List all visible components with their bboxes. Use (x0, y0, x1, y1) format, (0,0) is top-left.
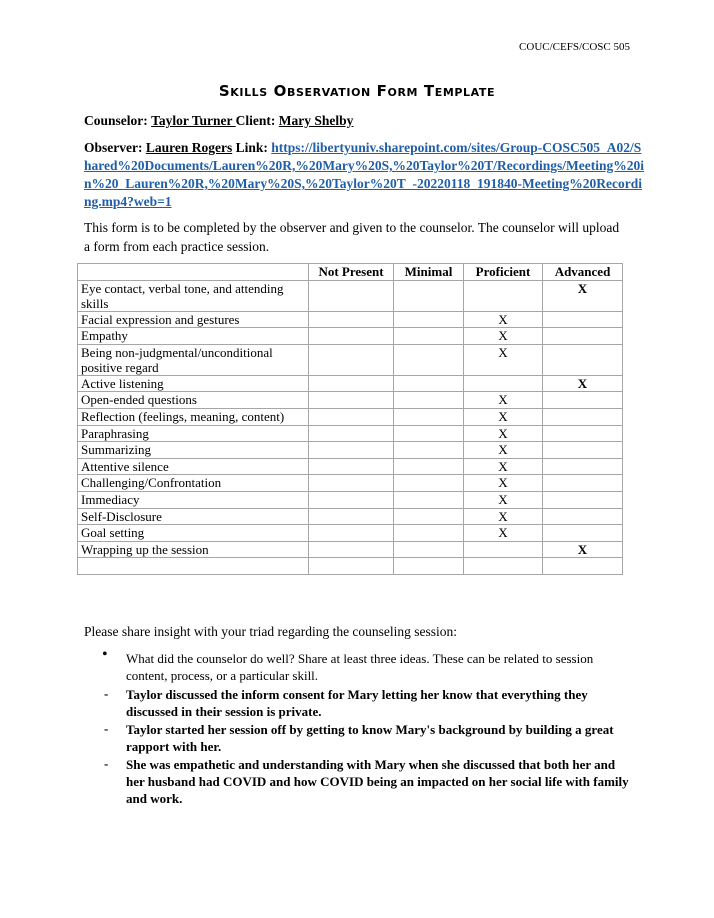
skill-name-cell: Active listening (78, 375, 309, 392)
rating-cell-proficient: X (464, 491, 543, 508)
rating-cell-minimal (394, 425, 464, 442)
table-header-row (78, 264, 623, 281)
rating-cell-not-present (309, 541, 394, 558)
rating-cell-minimal (394, 328, 464, 345)
header-minimal: Minimal (394, 264, 464, 281)
table-row (78, 442, 623, 459)
skill-name-cell: Reflection (feelings, meaning, content) (78, 408, 309, 425)
table-row (78, 541, 623, 558)
rating-cell-minimal (394, 525, 464, 542)
table-row (78, 491, 623, 508)
rating-cell-minimal (394, 344, 464, 375)
rating-cell-advanced (543, 311, 623, 328)
rating-cell-not-present (309, 458, 394, 475)
header-cell (78, 264, 309, 281)
table-row (78, 508, 623, 525)
skills-table (77, 263, 623, 575)
dash-marker: - (104, 721, 109, 736)
answer-item: Taylor discussed the inform consent for Mary letting her know that everything they discussed in their session is private. (126, 687, 588, 719)
rating-cell-proficient (464, 280, 543, 311)
course-code: COUC/CEFS/COSC 505 (519, 41, 630, 53)
rating-cell-proficient: X (464, 392, 543, 409)
rating-cell-minimal (394, 558, 464, 575)
rating-cell-advanced (543, 344, 623, 375)
rating-cell-minimal (394, 392, 464, 409)
rating-cell-not-present (309, 375, 394, 392)
rating-cell-not-present (309, 525, 394, 542)
rating-cell-minimal (394, 541, 464, 558)
rating-cell-not-present (309, 425, 394, 442)
table-row (78, 375, 623, 392)
skill-name-cell (78, 558, 309, 575)
header-proficient: Proficient (464, 264, 543, 281)
client-name: Mary Shelby (278, 113, 354, 128)
rating-cell-not-present (309, 491, 394, 508)
rating-cell-not-present (309, 508, 394, 525)
rating-cell-not-present (309, 442, 394, 459)
table-row (78, 392, 623, 409)
recording-link[interactable]: https://libertyuniv.sharepoint.com/sites/Group-COSC505_A02/Shared%20Documents/Lauren%20R,%20Mary%20S,%20Taylor%20T/Recordings/Meeting%20in%20_Lauren%20R,%20Mary%20S,%20Taylor%20T_-20220118_191840-Meeting%20Recording.mp4?web=1 (84, 140, 644, 209)
rating-cell-proficient: X (464, 408, 543, 425)
rating-cell-minimal (394, 375, 464, 392)
insight-question: What did the counselor do well? Share at least three ideas. These can be related to session content, process, or a particular skill. (126, 651, 594, 683)
rating-cell-advanced: X (543, 541, 623, 558)
rating-cell-advanced (543, 392, 623, 409)
form-title: Skills Observation Form Template (218, 82, 496, 100)
rating-cell-minimal (394, 475, 464, 492)
rating-cell-not-present (309, 475, 394, 492)
counselor-name: Taylor Turner (151, 113, 236, 128)
rating-cell-proficient: X (464, 344, 543, 375)
link-label: Link: (235, 140, 268, 155)
dash-marker: - (104, 756, 109, 771)
table-row (78, 525, 623, 542)
counselor-client-line (84, 113, 353, 129)
rating-cell-proficient (464, 541, 543, 558)
observer-name: Lauren Rogers (145, 140, 233, 155)
skill-name-cell: Eye contact, verbal tone, and attending skills (78, 280, 309, 311)
header-not-present: Not Present (309, 264, 394, 281)
table-row (78, 458, 623, 475)
rating-cell-not-present (309, 558, 394, 575)
table-row (78, 328, 623, 345)
rating-cell-proficient: X (464, 525, 543, 542)
rating-cell-proficient (464, 558, 543, 575)
skill-name-cell: Empathy (78, 328, 309, 345)
intro-text: This form is to be completed by the observer and given to the counselor. The counselor will upload a form from each practice session. (84, 220, 620, 254)
rating-cell-not-present (309, 344, 394, 375)
observer-line (84, 139, 644, 211)
skill-name-cell: Summarizing (78, 442, 309, 459)
skill-name-cell: Immediacy (78, 491, 309, 508)
observer-label: Observer: (84, 140, 143, 155)
skill-name-cell: Wrapping up the session (78, 541, 309, 558)
counselor-label: Counselor: (84, 113, 148, 128)
rating-cell-advanced (543, 475, 623, 492)
rating-cell-advanced: X (543, 280, 623, 311)
rating-cell-advanced (543, 328, 623, 345)
skill-name-cell: Open-ended questions (78, 392, 309, 409)
skill-name-cell: Challenging/Confrontation (78, 475, 309, 492)
answer-item: Taylor started her session off by getting to know Mary's background by building a great rapport with her. (126, 722, 614, 754)
rating-cell-advanced: X (543, 375, 623, 392)
answer-item: She was empathetic and understanding with Mary when she discussed that both her and her husband had COVID and how COVID being an impacted on her social life with family and work. (126, 757, 629, 806)
rating-cell-advanced (543, 425, 623, 442)
rating-cell-advanced (543, 408, 623, 425)
rating-cell-advanced (543, 525, 623, 542)
skill-name-cell: Being non-judgmental/unconditional positive regard (78, 344, 309, 375)
table-row (78, 311, 623, 328)
skill-name-cell: Goal setting (78, 525, 309, 542)
table-row (78, 425, 623, 442)
rating-cell-proficient: X (464, 425, 543, 442)
rating-cell-not-present (309, 328, 394, 345)
rating-cell-proficient: X (464, 442, 543, 459)
rating-cell-advanced (543, 491, 623, 508)
rating-cell-advanced (543, 508, 623, 525)
skill-name-cell: Attentive silence (78, 458, 309, 475)
rating-cell-not-present (309, 280, 394, 311)
rating-cell-not-present (309, 311, 394, 328)
rating-cell-proficient: X (464, 508, 543, 525)
rating-cell-minimal (394, 458, 464, 475)
rating-cell-minimal (394, 311, 464, 328)
bullet-dot: • (102, 646, 108, 663)
table-row (78, 344, 623, 375)
header-advanced: Advanced (543, 264, 623, 281)
skill-name-cell: Paraphrasing (78, 425, 309, 442)
rating-cell-proficient: X (464, 475, 543, 492)
rating-cell-proficient: X (464, 458, 543, 475)
table-row (78, 280, 623, 311)
table-row (78, 558, 623, 575)
rating-cell-minimal (394, 408, 464, 425)
rating-cell-minimal (394, 508, 464, 525)
rating-cell-minimal (394, 442, 464, 459)
insight-prompt: Please share insight with your triad regarding the counseling session: (84, 624, 458, 639)
skill-name-cell: Facial expression and gestures (78, 311, 309, 328)
rating-cell-minimal (394, 280, 464, 311)
rating-cell-not-present (309, 392, 394, 409)
dash-marker: - (104, 686, 109, 701)
rating-cell-advanced (543, 442, 623, 459)
client-label: Client: (235, 113, 276, 128)
table-row (78, 475, 623, 492)
table-row (78, 408, 623, 425)
rating-cell-advanced (543, 458, 623, 475)
rating-cell-advanced (543, 558, 623, 575)
rating-cell-proficient: X (464, 311, 543, 328)
skill-name-cell: Self-Disclosure (78, 508, 309, 525)
rating-cell-proficient: X (464, 328, 543, 345)
rating-cell-minimal (394, 491, 464, 508)
rating-cell-proficient (464, 375, 543, 392)
rating-cell-not-present (309, 408, 394, 425)
